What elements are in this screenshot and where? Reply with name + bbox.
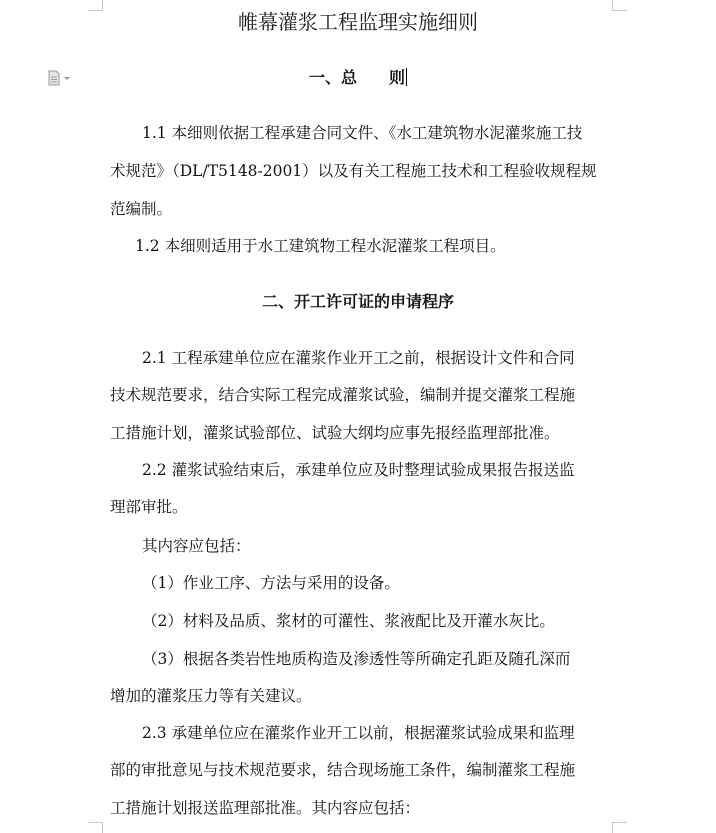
list-item: （2）材料及品质、浆材的可灌性、浆液配比及开灌水灰比。 [142,612,555,630]
paragraph-line: 工措施计划，灌浆试验部位、试验大纲均应事先报经监理部批准。 [110,424,560,442]
paragraph-line: 范编制。 [110,200,173,218]
paragraph-line: 其内容应包括： [142,537,251,555]
paragraph-line: 术规范》（DL/T5148-2001）以及有关工程施工技术和工程验收规程规 [110,162,597,180]
paragraph-line: 理部审批。 [110,498,188,516]
crop-mark-bottom-left [88,822,103,833]
paragraph-line: 部的审批意见与技术规范要求，结合现场施工条件，编制灌浆工程施 [110,761,576,779]
text-cursor [406,68,407,86]
list-item: （1）作业工序、方法与采用的设备。 [142,574,400,592]
paragraph-line: 2.3 承建单位应在灌浆作业开工以前，根据灌浆试验成果和监理 [142,724,575,742]
document-title: 帷幕灌浆工程监理实施细则 [238,10,478,34]
list-item: （3）根据各类岩性地质构造及渗透性等所确定孔距及随孔深而 [142,650,571,668]
paragraph-line: 增加的灌浆压力等有关建议。 [110,687,312,705]
crop-mark-bottom-right [612,822,627,833]
paragraph-line: 技术规范要求，结合实际工程完成灌浆试验，编制并提交灌浆工程施 [110,386,576,404]
paragraph-line: 工措施计划报送监理部批准。其内容应包括： [110,799,421,817]
paragraph-line: 1.2 本细则适用于水工建筑物工程水泥灌浆工程项目。 [135,237,506,255]
section-heading-general: 一、总 则 [308,68,405,87]
paragraph-line: 2.1 工程承建单位应在灌浆作业开工之前，根据设计文件和合同 [142,349,575,367]
paragraph-line: 2.2 灌浆试验结束后，承建单位应及时整理试验成果报告报送监 [142,461,575,479]
section-heading-permit-procedure: 二、开工许可证的申请程序 [261,292,454,311]
paragraph-line: 1.1 本细则依据工程承建合同文件、《水工建筑物水泥灌浆施工技 [142,124,583,142]
